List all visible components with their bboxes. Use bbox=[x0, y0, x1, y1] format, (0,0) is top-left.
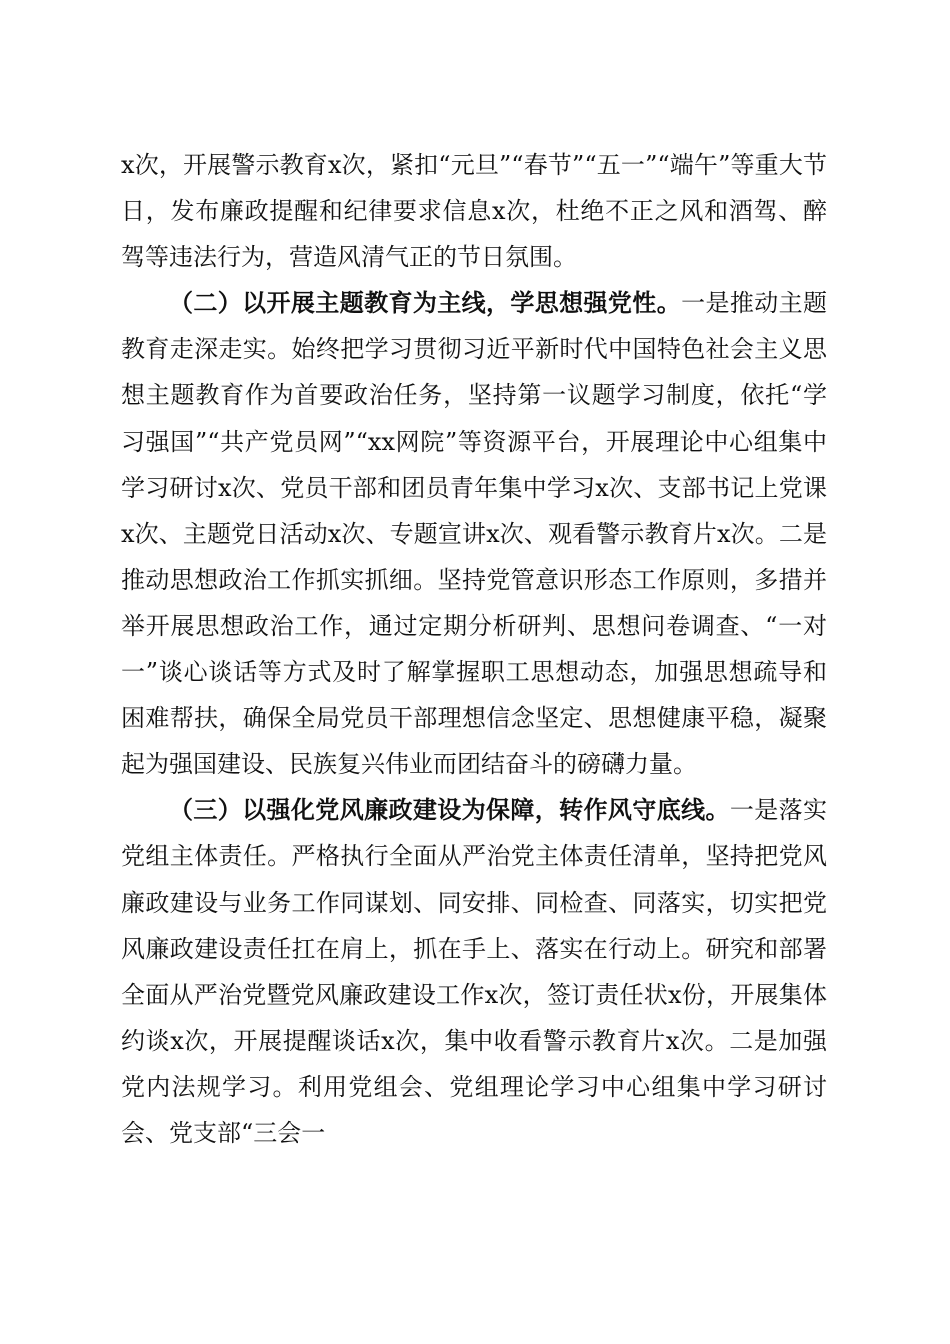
section-heading: （二）以开展主题教育为主线，学思想强党性。 bbox=[169, 289, 682, 318]
paragraph-text: x次，开展警示教育x次，紧扣“元旦”“春节”“五一”“端午”等重大节日，发布廉政提醒和纪律要求信息x次，杜绝不正之风和酒驾、醉驾等违法行为，营造风清气正的节日氛围。 bbox=[121, 151, 827, 272]
paragraph-continuation bbox=[121, 142, 827, 280]
paragraph-text: 一是推动主题教育走深走实。始终把学习贯彻习近平新时代中国特色社会主义思想主题教育作为首要政治任务，坚持第一议题学习制度，依托“学习强国”“共产党员网”“xx网院”等资源平台，开展理论中心组集中学习研讨x次、党员干部和团员青年集中学习x次、支部书记上党课x次、主题党日活动x次、专题宣讲x次、观看警示教育片x次。二是推动思想政治工作抓实抓细。坚持党管意识形态工作原则，多措并举开展思想政治工作，通过定期分析研判、思想问卷调查、“一对一”谈心谈话等方式及时了解掌握职工思想动态，加强思想疏导和困难帮扶，确保全局党员干部理想信念坚定、思想健康平稳，凝聚起为强国建设、民族复兴伟业而团结奋斗的磅礴力量。 bbox=[121, 289, 828, 779]
paragraph-text: 一是落实党组主体责任。严格执行全面从严治党主体责任清单，坚持把党风廉政建设与业务工作同谋划、同安排、同检查、同落实，切实把党风廉政建设责任扛在肩上，抓在手上、落实在行动上。研究和部署全面从严治党暨党风廉政建设工作x次，签订责任状x份，开展集体约谈x次，开展提醒谈话x次，集中收看警示教育片x次。二是加强党内法规学习。利用党组会、党组理论学习中心组集中学习研讨会、党支部“三会一 bbox=[121, 796, 828, 1147]
section-heading: （三）以强化党风廉政建设为保障，转作风守底线。 bbox=[169, 796, 730, 825]
paragraph-section-3 bbox=[121, 787, 827, 1156]
document-body bbox=[121, 142, 827, 1156]
paragraph-section-2 bbox=[121, 280, 827, 787]
